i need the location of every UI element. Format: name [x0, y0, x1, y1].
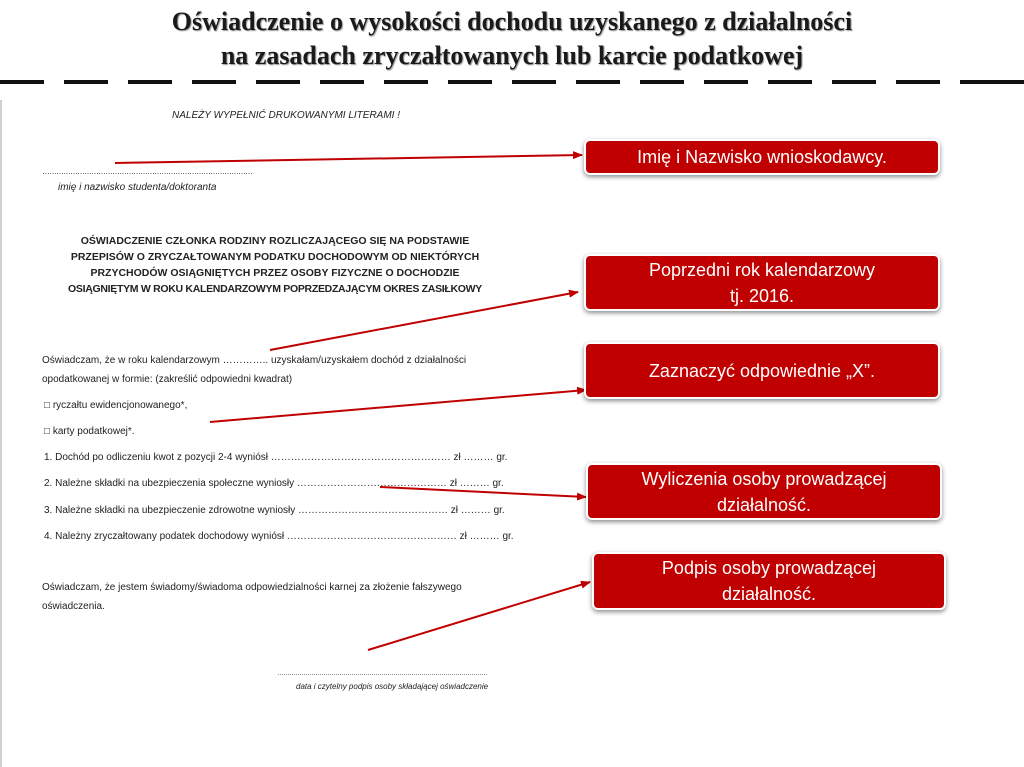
- item-health-insurance: 3. Należne składki na ubezpieczenie zdrowotne wyniosły ……………………………………… zł ……… gr.: [44, 505, 505, 516]
- arrow-calc: [380, 487, 586, 497]
- item-flat-tax: 4. Należny zryczałtowany podatek dochodowy wyniósł …………………………………………… zł ……… gr.: [44, 531, 514, 542]
- page-title-line-1: Oświadczenie o wysokości dochodu uzyskanego z działalności: [171, 7, 853, 36]
- arrow-name: [115, 155, 582, 163]
- callout-name: [584, 139, 940, 175]
- option-tax-card: □ karty podatkowej*.: [44, 426, 135, 437]
- statement-line-2: oświadczenia.: [42, 601, 105, 612]
- arrow-sign: [368, 582, 590, 650]
- callout-calc-line-1: Wyliczenia osoby prowadzącej: [641, 468, 887, 489]
- callout-calc-line-2: działalność.: [716, 494, 812, 515]
- page-title-line-2: na zasadach zryczałtowanych lub karcie podatkowej: [220, 41, 804, 70]
- callout-calc: [586, 463, 942, 520]
- signature-caption: data i czytelny podpis osoby składającej oświadczenie: [296, 682, 489, 691]
- callout-sign-line-2: działalność.: [721, 584, 817, 604]
- form-heading-4: OSIĄGNIĘTYM W ROKU KALENDARZOWYM POPRZEDZAJĄCYM OKRES ZASIŁKOWY: [68, 283, 482, 295]
- callout-year-line-2: tj. 2016.: [729, 285, 795, 306]
- callout-year-line-1: Poprzedni rok kalendarzowy: [648, 259, 876, 280]
- callout-name-text: Imię i Nazwisko wnioskodawcy.: [637, 147, 887, 167]
- form-heading-2: PRZEPISÓW O ZRYCZAŁTOWANYM PODATKU DOCHODOWYM OD NIEKTÓRYCH: [70, 251, 480, 263]
- callout-sign-line-1: Podpis osoby prowadzącej: [661, 558, 877, 578]
- form-heading-3: PRZYCHODÓW OSIĄGNIĘTYCH PRZEZ OSOBY FIZYCZNE O DOCHODZIE: [90, 267, 460, 279]
- arrow-year: [270, 292, 578, 350]
- callout-year: [584, 254, 940, 311]
- signature-dots: ……………………………………………………………………………………………: [277, 670, 487, 677]
- callout-mark: [584, 342, 940, 399]
- statement-line-1: Oświadczam, że jestem świadomy/świadoma odpowiedzialności karnej za złożenie fałszywego: [42, 582, 462, 593]
- name-caption: imię i nazwisko studenta/doktoranta: [58, 182, 217, 193]
- declaration-line-2: opodatkowanej w formie: (zakreślić odpowiedni kwadrat): [42, 374, 293, 385]
- name-dots: ………………………………………………………………………………: [42, 167, 252, 176]
- callout-mark-text: Zaznaczyć odpowiednie „X”.: [648, 360, 876, 381]
- callout-sign: [592, 552, 946, 610]
- form-instruction: NALEŻY WYPEŁNIĆ DRUKOWANYMI LITERAMI !: [172, 110, 401, 121]
- arrow-mark: [210, 390, 586, 422]
- form-heading-1: OŚWIADCZENIE CZŁONKA RODZINY ROZLICZAJĄCEGO SIĘ NA PODSTAWIE: [80, 235, 470, 247]
- declaration-line-1: Oświadczam, że w roku kalendarzowym ………….. uzyskałam/uzyskałem dochód z działalności: [42, 355, 467, 366]
- item-social-insurance: 2. Należne składki na ubezpieczenia społeczne wyniosły ……………………………………… zł ……… gr.: [44, 478, 504, 489]
- item-income: 1. Dochód po odliczeniu kwot z pozycji 2-4 wyniósł ……………………………………………… zł ……… gr.: [44, 452, 508, 463]
- option-lump-sum: □ ryczałtu ewidencjonowanego*,: [44, 400, 188, 411]
